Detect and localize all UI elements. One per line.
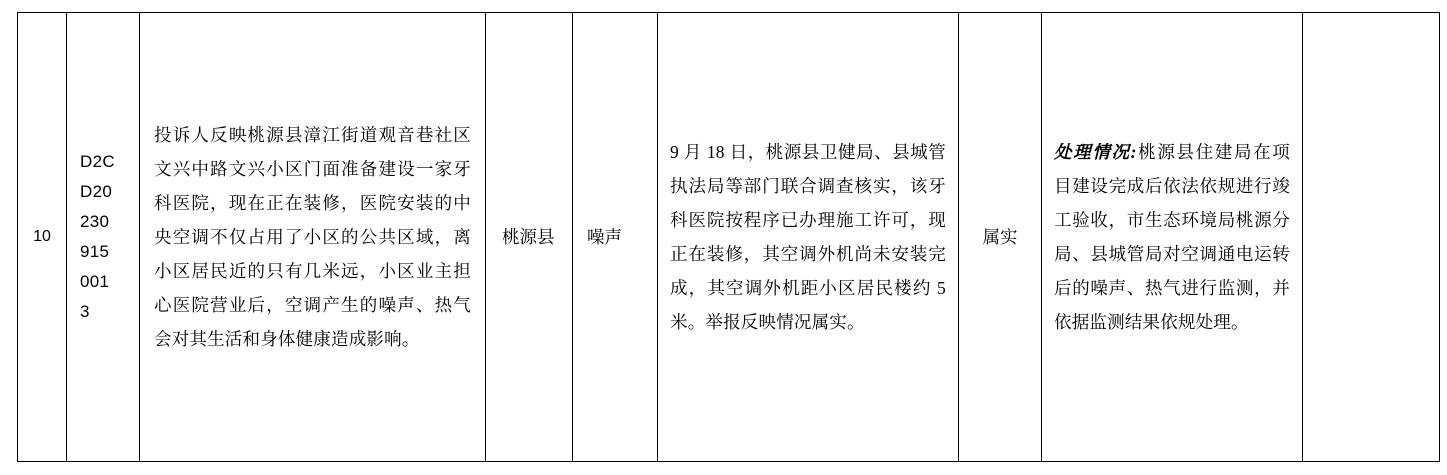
cell-complaint-content (140, 13, 486, 462)
case-code-line-5: 001 (80, 272, 110, 291)
cell-handling (1042, 13, 1303, 462)
county-value: 桃源县 (502, 227, 555, 247)
case-code-line-3: 230 (80, 212, 110, 231)
case-code-line-1: D2C (80, 152, 115, 171)
investigation-detail-value: 9 月 18 日，桃源县卫健局、县城管执法局等部门联合调查核实，该牙科医院按程序已办理施工许可，现正在装修，其空调外机尚未安装完成，其空调外机距小区居民楼约 5 米。举报反映情况属实。 (670, 142, 946, 332)
complaint-content-value: 投诉人反映桃源县漳江街道观音巷社区文兴中路文兴小区门面准备建设一家牙科医院，现在正在装修，医院安装的中央空调不仅占用了小区的公共区域，离小区居民近的只有几米远，小区业主担心医院营业后，空调产生的噪声、热气会对其生活和身体健康造成影响。 (154, 125, 471, 349)
case-code-value (67, 147, 139, 327)
case-code-line-4: 915 (80, 242, 110, 261)
pollution-type-value: 噪声 (587, 227, 622, 247)
handling-text: 桃源县住建局在项目建设完成后依法依规进行竣工验收，市生态环境局桃源分局、县城管局对空调通电运转后的噪声、热气进行监测，并依据监测结果依规处理。 (1054, 142, 1290, 332)
complaint-report-table (17, 12, 1440, 462)
cell-pollution-type (573, 13, 658, 462)
table-row (18, 13, 1440, 462)
cell-remark (1303, 13, 1440, 462)
case-code-line-6: 3 (80, 302, 90, 321)
cell-investigation-detail (658, 13, 959, 462)
handling-label: 处理情况: (1054, 142, 1137, 162)
case-code-line-2: D20 (80, 182, 113, 201)
cell-county (486, 13, 573, 462)
cell-verification-result (959, 13, 1042, 462)
row-index-value: 10 (33, 228, 51, 246)
cell-case-code (67, 13, 140, 462)
handling-value (1042, 135, 1302, 339)
verification-result-value: 属实 (982, 227, 1018, 247)
cell-index (18, 13, 67, 462)
